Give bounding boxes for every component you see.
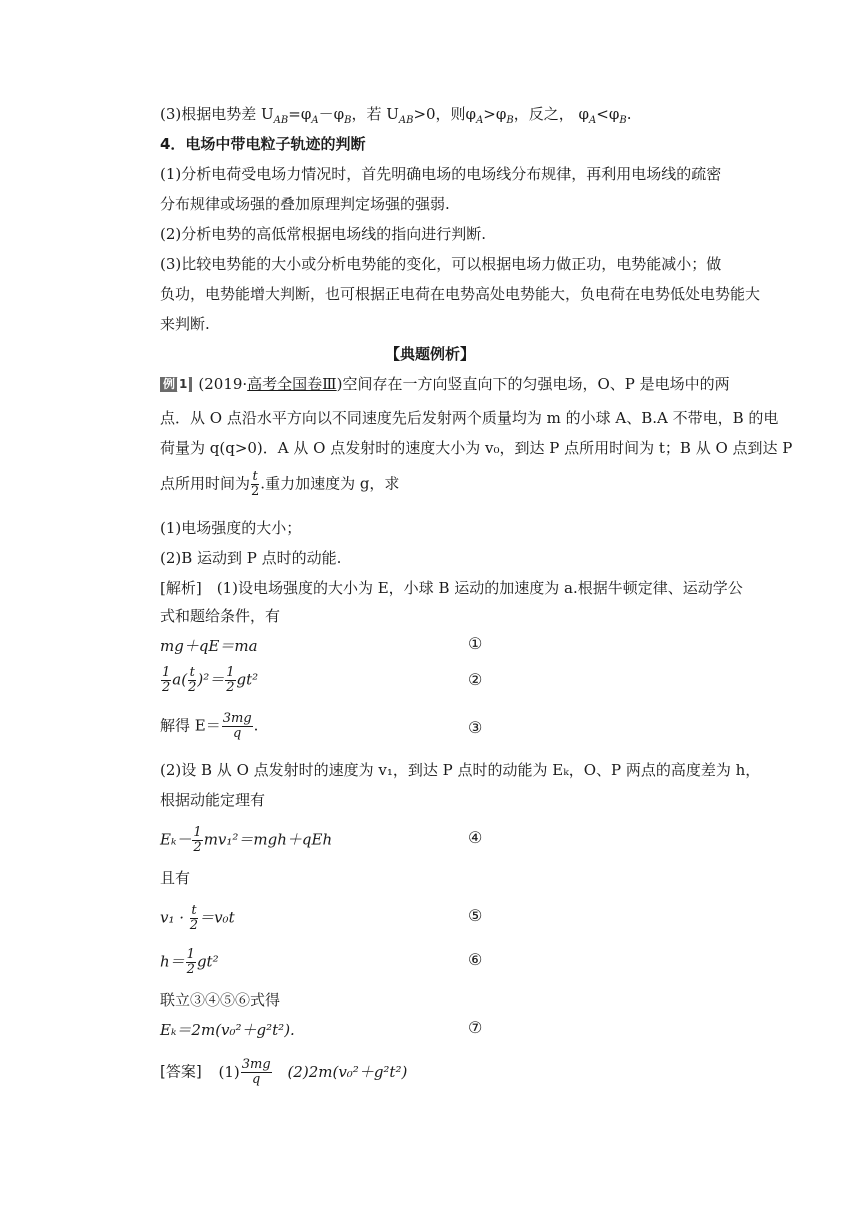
para-3-line-2: 负功，电势能增大判断，也可根据正电荷在电势高处电势能大，负电荷在电势低处电势能大 (160, 285, 761, 303)
section-heading: 【典题例析】 (384, 345, 475, 363)
ask-2: (2)B 运动到 P 点时的动能. (160, 549, 342, 567)
marker-7: ⑦ (468, 1018, 483, 1037)
question-line-2: 点．从 O 点沿水平方向以不同速度先后发射两个质量均为 m 的小球 A、B.A 不带电，B 的电 (160, 409, 779, 427)
ask-1: (1)电场强度的大小； (160, 519, 302, 537)
solution-line-4: 根据动能定理有 (160, 791, 266, 809)
para-3-line-3: 来判断. (160, 315, 210, 333)
equation-2: $\frac{1}{2}$ a( $\frac{t}{2}$ )²＝ $\frac{1}{2}$ gt² (162, 665, 259, 695)
marker-4: ④ (468, 828, 483, 847)
equation-6: h＝ $\frac{1}{2}$ gt² (160, 947, 219, 977)
question-line-4: 点所用时间为 $\frac{t}{2}$ .重力加速度为 g，求 (160, 469, 400, 499)
solution-line-2: 式和题给条件，有 (160, 607, 281, 625)
marker-5: ⑤ (468, 906, 483, 925)
para-1-line-1: (1)分析电荷受电场力情况时，首先明确电场的电场线分布规律，再利用电场线的疏密 (160, 165, 722, 183)
marker-1: ① (468, 634, 483, 653)
fraction-t-over-2: $\frac{t}{2}$ (251, 469, 260, 499)
also-text: 且有 (160, 869, 191, 887)
equation-7: Eₖ＝2m(v₀²＋g²t²). (160, 1021, 295, 1039)
answer-line: [答案] (1) $\frac{3mg}{q}$ (2)2m(v₀²＋g²t²) (160, 1057, 408, 1087)
marker-6: ⑥ (468, 950, 483, 969)
example-badge: 例 1 (160, 377, 192, 392)
para-2: (2)分析电势的高低常根据电场线的指向进行判断. (160, 225, 487, 243)
solution-line-1: [解析] (1)设电场强度的大小为 E，小球 B 运动的加速度为 a.根据牛顿定律、运动学公 (160, 579, 743, 597)
equation-4: Eₖ－ $\frac{1}{2}$ mv₁²＝mgh＋qEh (160, 825, 333, 855)
para-3-line-1: (3)比较电势能的大小或分析电势能的变化，可以根据电场力做正功，电势能减小；做 (160, 255, 722, 273)
para-1-line-2: 分布规律或场强的叠加原理判定场强的强弱. (160, 195, 450, 213)
solution-line-3: (2)设 B 从 O 点发射时的速度为 v₁，到达 P 点时的动能为 Eₖ，O、P 两点的高度差为 h， (160, 761, 761, 779)
line-potential-diff: (3)根据电势差 $U_{AB}=\varphi_A-\varphi_B$，若 $U_{AB}>0$，则$\varphi_A>\varphi_B$，反之， $\varphi_A<\varphi_B$. (160, 105, 632, 126)
heading-trajectory: 4．电场中带电粒子轨迹的判断 (160, 135, 366, 153)
equation-1: mg＋qE＝ma (160, 637, 258, 655)
marker-3: ③ (468, 718, 483, 737)
source-link: 高考全国卷Ⅲ (247, 375, 337, 393)
marker-2: ② (468, 670, 483, 689)
equation-3: 解得 E＝ $\frac{3mg}{q}$ . (160, 711, 259, 741)
equation-5: v₁ · $\frac{t}{2}$ ＝v₀t (160, 903, 235, 933)
question-line-1: 例 1 (2019·高考全国卷Ⅲ)空间存在一方向竖直向下的匀强电场，O、P 是电场中的两 (160, 374, 730, 394)
combine-text: 联立③④⑤⑥式得 (160, 991, 281, 1009)
question-line-3: 荷量为 q(q>0)．A 从 O 点发射时的速度大小为 v₀，到达 P 点所用时间为 t；B 从 O 点到达 P (160, 439, 793, 457)
